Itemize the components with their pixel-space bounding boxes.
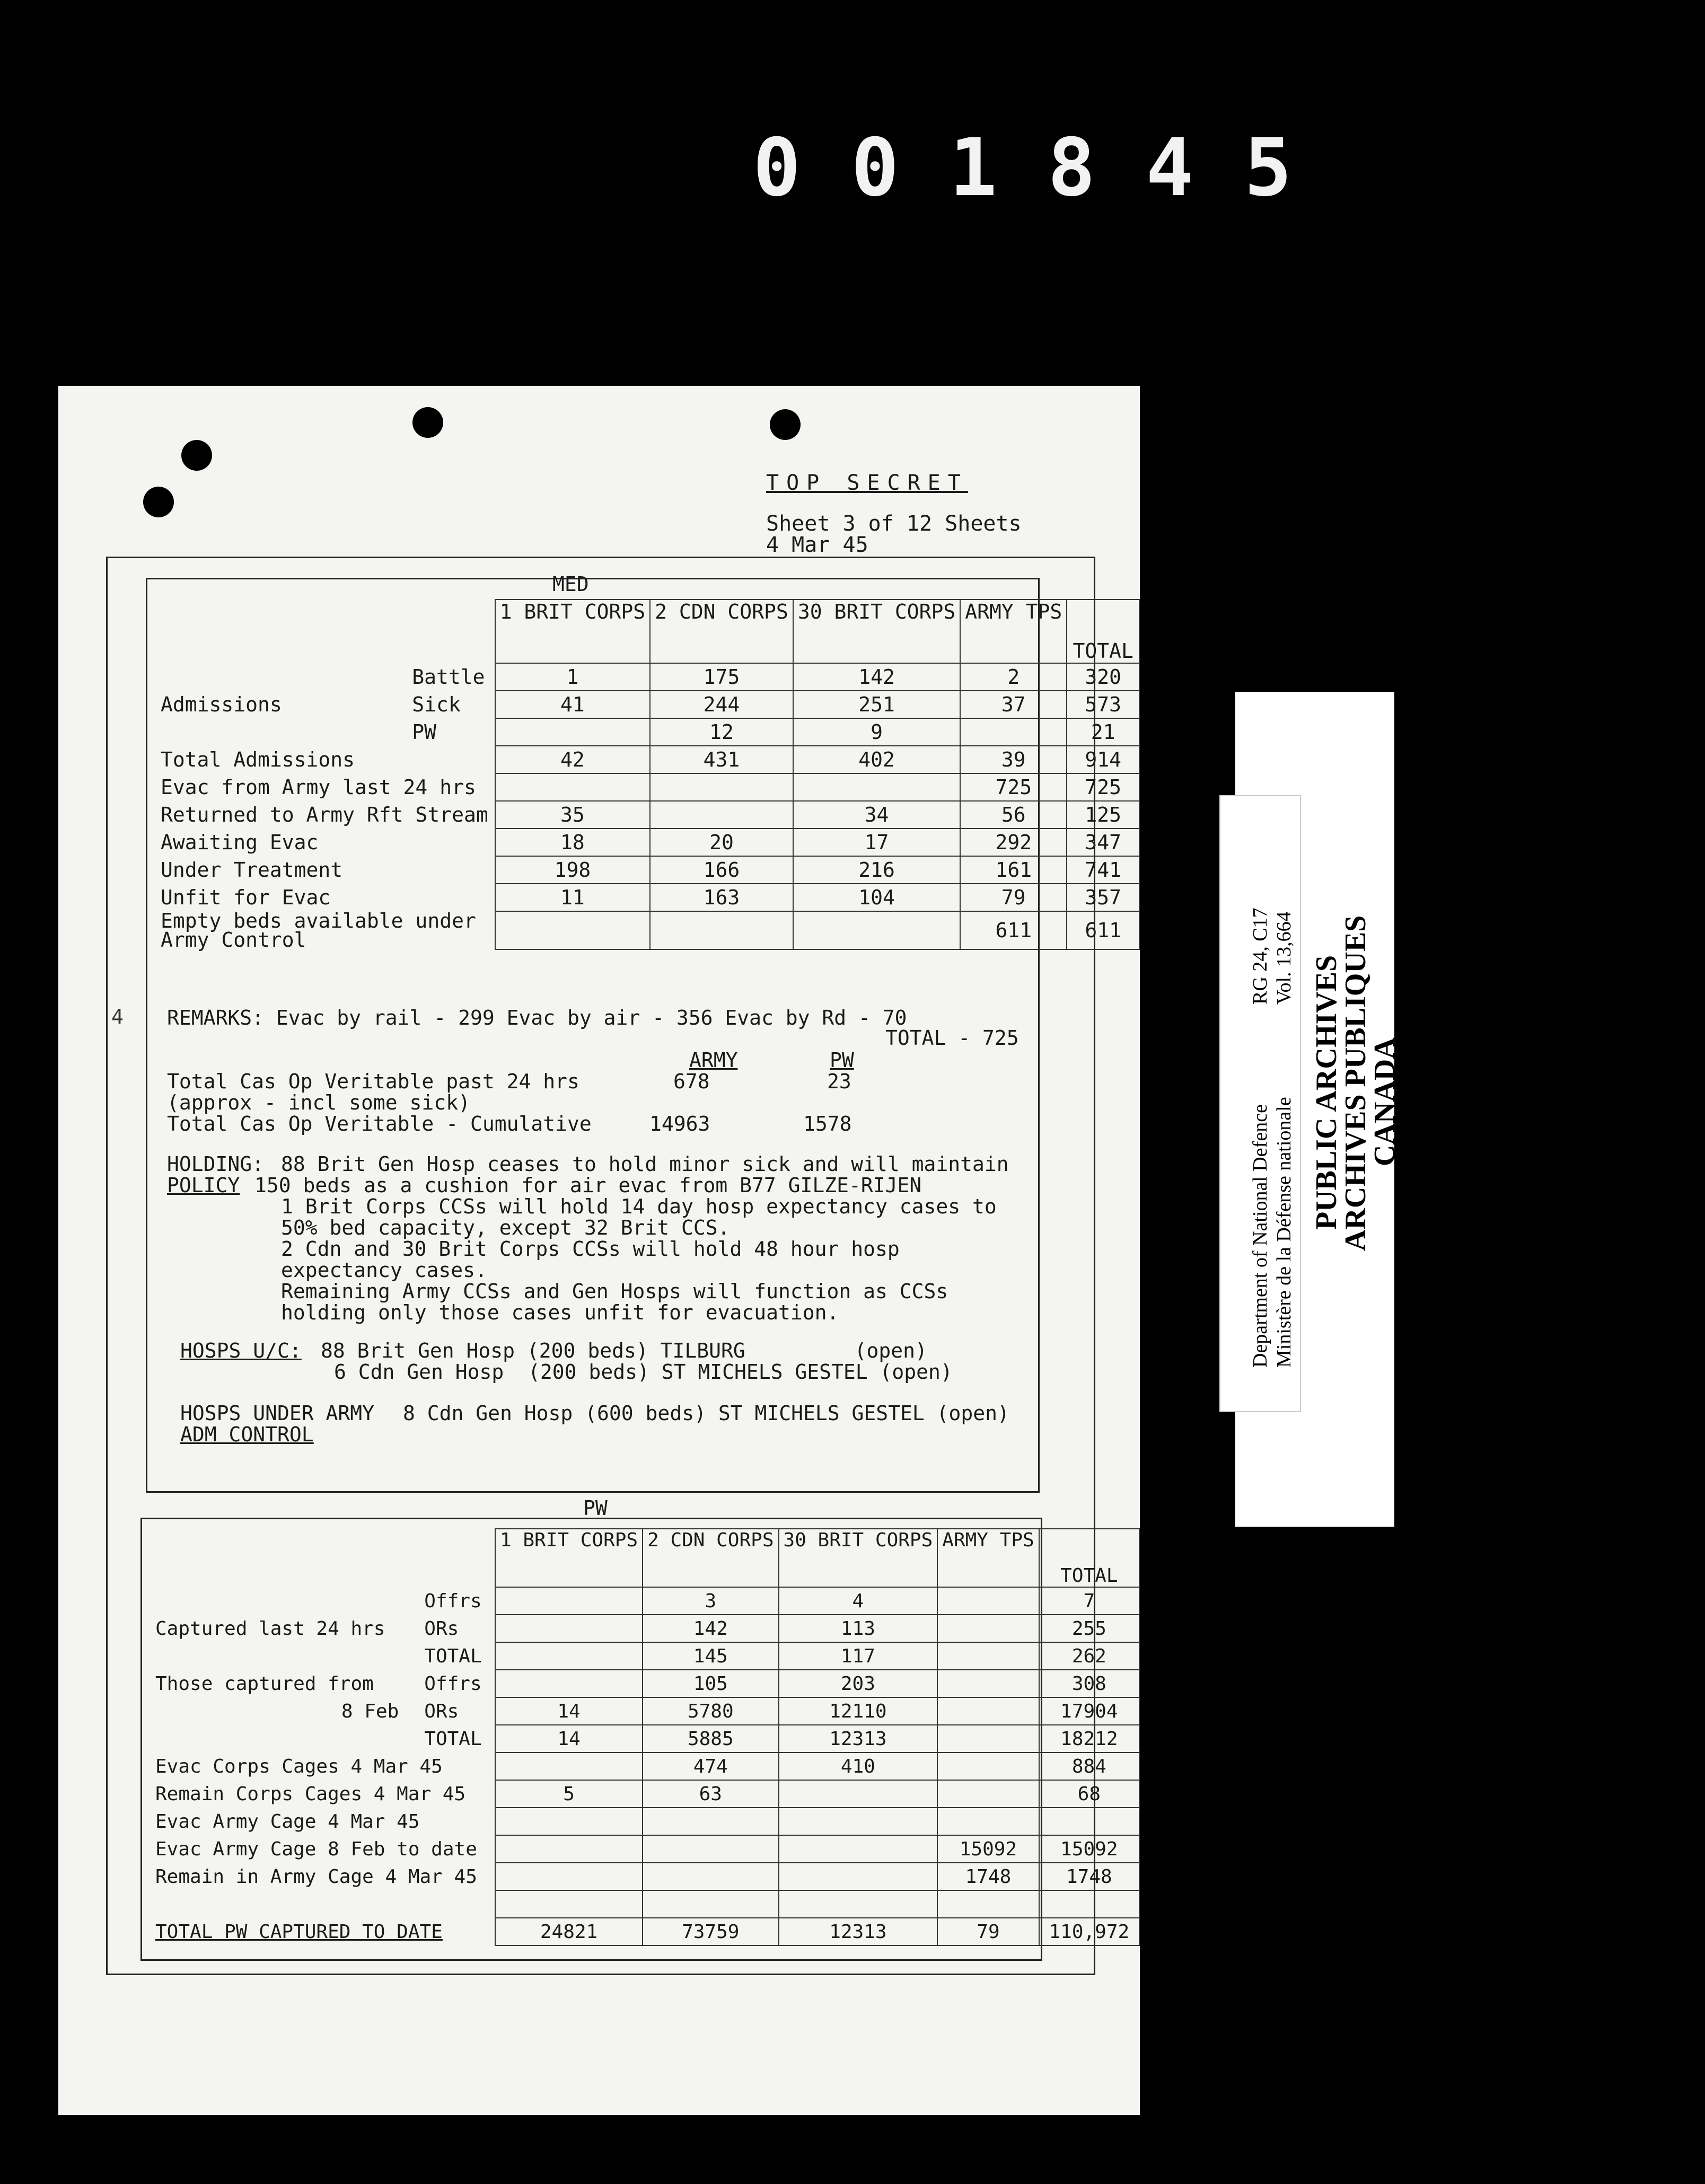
med-col-5: TOTAL (1067, 600, 1139, 663)
med-row: Under Treatment 198 166 216 161 741 (156, 856, 1139, 884)
pw-col-4: ARMY TPS (937, 1529, 1039, 1587)
med-row: PW 12 9 21 (156, 718, 1139, 746)
archive-dept-en: Department of National Defence (1249, 1104, 1271, 1368)
pw-row: Evac Army Cage 8 Feb to date 15092 15092 (151, 1835, 1139, 1863)
med-row: Total Admissions 42 431 402 39 914 (156, 746, 1139, 773)
punch-hole (181, 440, 212, 471)
pw-row (151, 1890, 1139, 1918)
med-row: Returned to Army Rft Stream 35 34 56 125 (156, 801, 1139, 829)
pw-row: Evac Army Cage 4 Mar 45 (151, 1808, 1139, 1835)
punch-hole (770, 409, 801, 440)
policy-line: 2 Cdn and 30 Brit Corps CCSs will hold 48 hour hosp (281, 1237, 900, 1261)
pw-row: TOTAL 145 117 262 (151, 1642, 1139, 1670)
hosps-line: 6 Cdn Gen Hosp (200 beds) ST MICHELS GESTEL (open) (334, 1360, 953, 1384)
archive-title: ARCHIVES PUBLIQUES (1339, 915, 1372, 1251)
hosps-under-label: ADM CONTROL (180, 1423, 314, 1446)
remarks-line: REMARKS: Evac by rail - 299 Evac by air - 356 Evac by Rd - 70 (167, 1006, 907, 1029)
pw-col-3: 30 BRIT CORPS (779, 1529, 938, 1587)
archive-title: PUBLIC ARCHIVES (1310, 955, 1343, 1230)
document-date: 4 Mar 45 (766, 533, 868, 557)
med-col-3: 30 BRIT CORPS (793, 600, 960, 663)
pw-row: Offrs 3 4 7 (151, 1587, 1139, 1615)
med-col-2: 2 CDN CORPS (650, 600, 793, 663)
cas-label: Total Cas Op Veritable - Cumulative (167, 1112, 592, 1135)
cas-value: 678 (673, 1070, 710, 1093)
pw-row: Captured last 24 hrs ORs 142 113 255 (151, 1615, 1139, 1642)
pw-row: Remain Corps Cages 4 Mar 45 5 63 68 (151, 1780, 1139, 1808)
pw-total-row: TOTAL PW CAPTURED TO DATE 24821 73759 12313 79 110,972 (151, 1918, 1139, 1945)
med-row: Empty beds available under Army Control 611 611 (156, 911, 1139, 949)
policy-line: Remaining Army CCSs and Gen Hosps will function as CCSs (281, 1280, 948, 1303)
punch-hole (412, 407, 443, 438)
pw-table (151, 1528, 1140, 1946)
hosps-under-line: 8 Cdn Gen Hosp (600 beds) ST MICHELS GESTEL (open) (403, 1402, 1009, 1425)
archive-title: CANADA (1368, 1037, 1401, 1166)
policy-line: holding only those cases unfit for evacuation. (281, 1301, 839, 1324)
pw-section-label: PW (583, 1496, 608, 1520)
cas-col-pw: PW (830, 1049, 854, 1072)
med-row: Awaiting Evac 18 20 17 292 347 (156, 829, 1139, 856)
med-row: Unfit for Evac 11 163 104 79 357 (156, 884, 1139, 911)
policy-line: 50% bed capacity, except 32 Brit CCS. (281, 1216, 730, 1239)
archive-dept-fr: Ministère de la Défense nationale (1273, 1097, 1295, 1368)
hosps-line: 88 Brit Gen Hosp (200 beds) TILBURG (open) (321, 1339, 927, 1362)
cas-col-army: ARMY (689, 1049, 738, 1072)
med-section-label: MED (552, 573, 589, 596)
med-table (156, 599, 1140, 950)
cas-value: 23 (827, 1070, 851, 1093)
archive-ref: RG 24, C17 (1249, 908, 1271, 1005)
sheet-number: Sheet 3 of 12 Sheets (766, 512, 1022, 536)
hosps-label: HOSPS U/C: (180, 1339, 302, 1362)
med-col-1: 1 BRIT CORPS (495, 600, 651, 663)
remarks-total: TOTAL - 725 (885, 1026, 1019, 1050)
pw-row: 8 Feb ORs 14 5780 12110 17904 (151, 1697, 1139, 1725)
policy-line: 150 beds as a cushion for air evac from B77 GILZE-RIJEN (254, 1174, 922, 1197)
hosps-under-label: HOSPS UNDER ARMY (180, 1402, 375, 1425)
margin-number: 5 (118, 1740, 131, 1766)
classification: TOP SECRET (766, 471, 968, 495)
margin-number: 4 (111, 1005, 124, 1028)
policy-line: 1 Brit Corps CCSs will hold 14 day hosp expectancy cases to (281, 1195, 997, 1218)
pw-row: TOTAL 14 5885 12313 18212 (151, 1725, 1139, 1753)
pw-col-5: TOTAL (1039, 1529, 1139, 1587)
pw-row: Those captured from Offrs 105 203 308 (151, 1670, 1139, 1697)
document-sheet (58, 386, 1140, 2115)
pw-col-2: 2 CDN CORPS (643, 1529, 778, 1587)
med-row: Admissions Sick 41 244 251 37 573 (156, 691, 1139, 718)
cas-note: (approx - incl some sick) (167, 1091, 470, 1114)
microfilm-frame-number: 001845 (753, 122, 1342, 214)
pw-row: Remain in Army Cage 4 Mar 45 1748 1748 (151, 1863, 1139, 1890)
archive-ref: Vol. 13,664 (1273, 911, 1295, 1005)
policy-line: expectancy cases. (281, 1258, 487, 1282)
policy-line: 88 Brit Gen Hosp ceases to hold minor sick and will maintain (281, 1152, 1009, 1176)
punch-hole (143, 487, 174, 517)
med-col-4: ARMY TPS (960, 600, 1067, 663)
cas-label: Total Cas Op Veritable past 24 hrs (167, 1070, 579, 1093)
cas-value: 1578 (803, 1112, 852, 1135)
med-row: Evac from Army last 24 hrs 725 725 (156, 773, 1139, 801)
med-row: Battle 1 175 142 2 320 (156, 663, 1139, 691)
cas-value: 14963 (649, 1112, 710, 1135)
policy-label: HOLDING: (167, 1152, 265, 1176)
policy-label: POLICY (167, 1174, 240, 1197)
pw-col-1: 1 BRIT CORPS (495, 1529, 643, 1587)
pw-row: Evac Corps Cages 4 Mar 45 474 410 884 (151, 1753, 1139, 1780)
